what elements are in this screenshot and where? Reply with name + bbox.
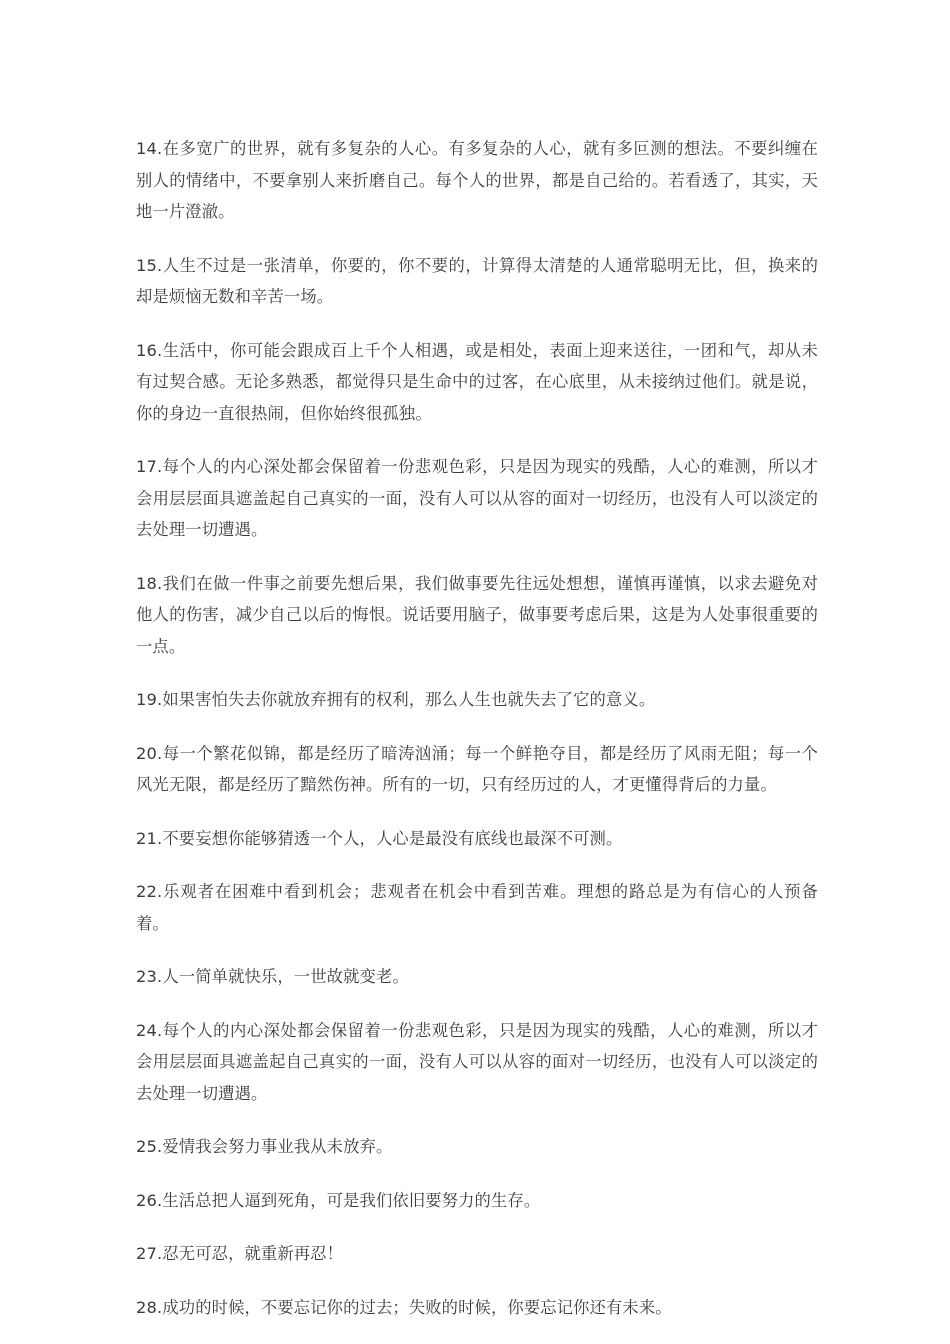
paragraph-25: 25.爱情我会努力事业我从未放弃。	[136, 1137, 393, 1156]
paragraph-22: 22.乐观者在困难中看到机会；悲观者在机会中看到苦难。理想的路总是为有信心的人预备着。	[136, 882, 818, 933]
paragraph-24: 24.每个人的内心深处都会保留着一份悲观色彩，只是因为现实的残酷，人心的难测，所以才会用层层面具遮盖起自己真实的一面，没有人可以从容的面对一切经历，也没有人可以淡定的去处理一切遭遇。	[136, 1020, 818, 1103]
paragraph-23: 23.人一简单就快乐，一世故就变老。	[136, 967, 409, 986]
paragraph-15: 15.人生不过是一张清单，你要的，你不要的，计算得太清楚的人通常聪明无比，但，换来的却是烦恼无数和辛苦一场。	[136, 255, 818, 306]
paragraph-26: 26.生活总把人逼到死角，可是我们依旧要努力的生存。	[136, 1190, 541, 1210]
paragraph-27: 27.忍无可忍，就重新再忍！	[136, 1244, 344, 1263]
paragraph-17: 17.每个人的内心深处都会保留着一份悲观色彩，只是因为现实的残酷，人心的难测，所以才会用层层面具遮盖起自己真实的一面，没有人可以从容的面对一切经历，也没有人可以淡定的去处理一切遭遇。	[136, 457, 818, 539]
paragraph-14: 14.在多宽广的世界，就有多复杂的人心。有多复杂的人心，就有多叵测的想法。不要纠缠在别人的情绪中，不要拿别人来折磨自己。每个人的世界，都是自己给的。若看透了，其实，天地一片澄澈。	[136, 139, 818, 221]
document-body	[136, 133, 818, 1323]
paragraph-18: 18.我们在做一件事之前要先想后果，我们做事要先往远处想想，谨慎再谨慎，以求去避免对他人的伤害，减少自己以后的悔恨。说话要用脑子，做事要考虑后果，这是为人处事很重要的一点。	[136, 573, 818, 656]
paragraph-28: 28.成功的时候，不要忘记你的过去；失败的时候，你要忘记你还有未来。	[136, 1297, 672, 1317]
paragraph-19: 19.如果害怕失去你就放弃拥有的权利，那么人生也就失去了它的意义。	[136, 690, 656, 709]
paragraph-20: 20.每一个繁花似锦，都是经历了暗涛汹涌；每一个鲜艳夺目，都是经历了风雨无阻；每一个风光无限，都是经历了黯然伤神。所有的一切，只有经历过的人，才更懂得背后的力量。	[136, 743, 818, 794]
paragraph-21: 21.不要妄想你能够猜透一个人，人心是最没有底线也最深不可测。	[136, 828, 623, 848]
paragraph-16: 16.生活中，你可能会跟成百上千个人相遇，或是相处，表面上迎来送往，一团和气，却从未有过契合感。无论多熟悉，都觉得只是生命中的过客，在心底里，从未接纳过他们。就是说，你的身边一直很热闹，但你始终很孤独。	[136, 340, 818, 423]
